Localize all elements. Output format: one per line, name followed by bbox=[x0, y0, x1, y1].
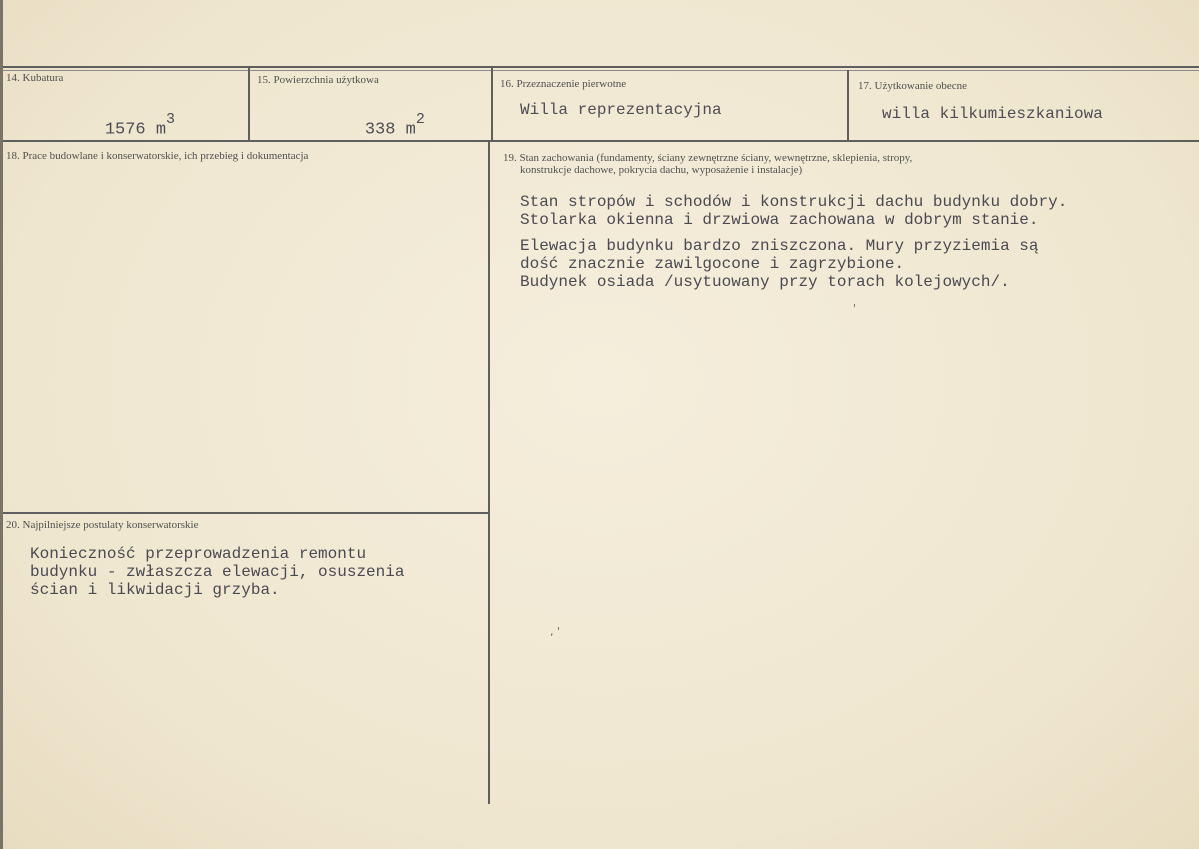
stan-label-line2: konstrukcje dachowe, pokrycia dachu, wyposażenie i instalacje) bbox=[520, 164, 803, 176]
przeznaczenie-value: Willa reprezentacyjna bbox=[520, 101, 722, 119]
postulaty-text bbox=[30, 545, 404, 599]
stan-line: Stolarka okienna i drzwiowa zachowana w dobrym stanie. bbox=[520, 211, 1039, 229]
powierzchnia-value bbox=[324, 96, 425, 159]
top-border-inner bbox=[3, 70, 1199, 71]
postulaty-line: ścian i likwidacji grzyba. bbox=[30, 581, 280, 599]
stan-line: Elewacja budynku bardzo zniszczona. Mury przyziemia są bbox=[520, 237, 1039, 255]
row1-bottom-border bbox=[3, 140, 1199, 142]
stan-line: Budynek osiada /usytuowany przy torach kolejowych/. bbox=[520, 273, 1010, 291]
stan-line: dość znacznie zawilgocone i zagrzybione. bbox=[520, 255, 905, 273]
top-border bbox=[3, 66, 1199, 68]
stan-paragraph-2 bbox=[520, 237, 1038, 291]
powierzchnia-number: 338 m bbox=[364, 120, 416, 140]
divider-16-17 bbox=[847, 70, 849, 142]
stray-mark: , ' bbox=[550, 625, 561, 638]
powierzchnia-unit-exponent: 2 bbox=[415, 111, 425, 128]
przeznaczenie-label: 16. Przeznaczenie pierwotne bbox=[500, 78, 627, 90]
card-edge bbox=[0, 0, 3, 849]
divider-15-16 bbox=[491, 68, 493, 142]
kubatura-number: 1576 m bbox=[104, 120, 167, 140]
divider-main bbox=[488, 142, 490, 804]
kubatura-unit-exponent: 3 bbox=[166, 111, 176, 128]
powierzchnia-label: 15. Powierzchnia użytkowa bbox=[257, 74, 379, 86]
uzytkowanie-value: willa kilkumieszkaniowa bbox=[882, 105, 1103, 123]
kubatura-label: 14. Kubatura bbox=[6, 72, 64, 84]
divider-14-15 bbox=[248, 68, 250, 142]
postulaty-line: budynku - zwłaszcza elewacji, osuszenia bbox=[30, 563, 405, 581]
postulaty-line: Konieczność przeprowadzenia remontu bbox=[30, 545, 367, 563]
stan-line: Stan stropów i schodów i konstrukcji dachu budynku dobry. bbox=[520, 193, 1068, 211]
stan-paragraph-1 bbox=[520, 193, 1067, 229]
prace-label: 18. Prace budowlane i konserwatorskie, ich przebieg i dokumentacja bbox=[6, 150, 309, 162]
postulaty-label: 20. Najpilniejsze postulaty konserwatorskie bbox=[6, 519, 199, 531]
stan-label-line1: 19. Stan zachowania (fundamenty, ściany zewnętrzne ściany, wewnętrzne, sklepienia, stropy, bbox=[503, 152, 913, 164]
field20-top-border bbox=[3, 512, 490, 514]
stray-mark: ' bbox=[853, 302, 857, 315]
uzytkowanie-label: 17. Użytkowanie obecne bbox=[858, 80, 968, 92]
